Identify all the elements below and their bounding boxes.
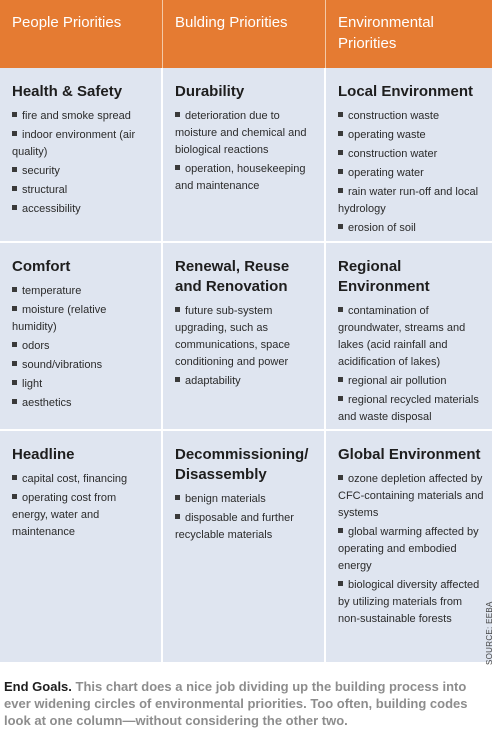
- list-item: rain water run-off and local hydrology: [338, 184, 484, 218]
- figure-caption: [4, 678, 494, 729]
- list-item: temperature: [12, 283, 153, 300]
- cell-local-environment: [326, 68, 492, 243]
- cell-decommissioning-disassembly: [163, 431, 326, 664]
- list-item: light: [12, 376, 153, 393]
- list-item: security: [12, 163, 153, 180]
- list-item: regional recycled materials and waste disposal: [338, 392, 484, 426]
- cell-durability: [163, 68, 326, 243]
- caption-lead: End Goals.: [4, 679, 72, 694]
- list-item: moisture (relative humidity): [12, 302, 153, 336]
- cell-title: Health & Safety: [12, 83, 123, 100]
- cell-title: Decommissioning/ Disassembly: [175, 446, 309, 483]
- cell-title: Comfort: [12, 258, 71, 275]
- bullet-list: [12, 108, 153, 218]
- caption-body: This chart does a nice job dividing up the building process into ever widening circles of environmental priorities. Too often, building codes look at one column—without considering the other two.: [4, 679, 468, 728]
- bullet-list: [12, 471, 153, 541]
- list-item: sound/vibrations: [12, 357, 153, 374]
- list-item: operating water: [338, 165, 484, 182]
- bullet-list: [175, 303, 316, 390]
- header-building-priorities: Bulding Priorities: [163, 0, 326, 68]
- list-item: construction waste: [338, 108, 484, 125]
- header-environmental-priorities: Environmental Priorities: [326, 0, 492, 68]
- bullet-list: [338, 108, 484, 237]
- bullet-list: [175, 491, 316, 544]
- header-people-priorities: People Priorities: [0, 0, 163, 68]
- cell-headline: [0, 431, 163, 664]
- cell-renewal-reuse-renovation: [163, 243, 326, 431]
- cell-title: Headline: [12, 446, 75, 463]
- list-item: future sub-system upgrading, such as communications, space conditioning and power: [175, 303, 316, 371]
- cell-title: Renewal, Reuse and Renovation: [175, 258, 290, 295]
- list-item: capital cost, financing: [12, 471, 153, 488]
- list-item: indoor environment (air quality): [12, 127, 153, 161]
- cell-title: Regional Environment: [338, 258, 430, 295]
- list-item: adaptability: [175, 373, 316, 390]
- list-item: accessibility: [12, 201, 153, 218]
- list-item: operating cost from energy, water and maintenance: [12, 490, 153, 541]
- list-item: operation, housekeeping and maintenance: [175, 161, 316, 195]
- bullet-list: [12, 283, 153, 412]
- list-item: ozone depletion affected by CFC-containing materials and systems: [338, 471, 484, 522]
- list-item: erosion of soil: [338, 220, 484, 237]
- list-item: contamination of groundwater, streams and lakes (acid rainfall and acidification of lakes): [338, 303, 484, 371]
- cell-title: Durability: [175, 83, 245, 100]
- bullet-list: [175, 108, 316, 195]
- list-item: structural: [12, 182, 153, 199]
- cell-title: Local Environment: [338, 83, 474, 100]
- list-item: global warming affected by operating and embodied energy: [338, 524, 484, 575]
- list-item: aesthetics: [12, 395, 153, 412]
- list-item: operating waste: [338, 127, 484, 144]
- cell-health-safety: [0, 68, 163, 243]
- list-item: odors: [12, 338, 153, 355]
- cell-comfort: [0, 243, 163, 431]
- cell-global-environment: [326, 431, 492, 664]
- list-item: fire and smoke spread: [12, 108, 153, 125]
- list-item: construction water: [338, 146, 484, 163]
- list-item: benign materials: [175, 491, 316, 508]
- cell-title: Global Environment: [338, 446, 481, 463]
- cell-regional-environment: [326, 243, 492, 431]
- list-item: biological diversity affected by utilizing materials from non-sustainable forests: [338, 577, 484, 628]
- list-item: disposable and further recyclable materials: [175, 510, 316, 544]
- list-item: regional air pollution: [338, 373, 484, 390]
- list-item: deterioration due to moisture and chemical and biological reactions: [175, 108, 316, 159]
- bullet-list: [338, 303, 484, 426]
- bullet-list: [338, 471, 484, 628]
- source-credit: SOURCE: EEBA: [485, 601, 494, 665]
